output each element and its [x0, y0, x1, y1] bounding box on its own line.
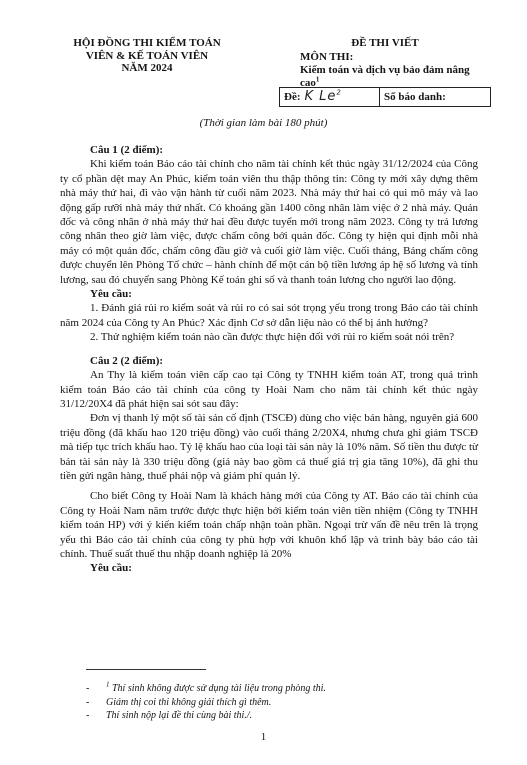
- council-line-2: VIÊN & KẾ TOÁN VIÊN: [85, 49, 209, 62]
- question-1-text: Khi kiểm toán Báo cáo tài chính cho năm tài chính kết thúc ngày 31/12/2024 của Công ty cổ phần dệt may An Phúc, kiểm toán viên thu thập thông tin: Công ty mới xây dựng thêm nhà máy thứ hai, đi vào vận hành từ cuối năm 2023. Nhà máy thứ hai có qui mô máy và lao động gấp rưỡi nhà máy thứ nhất. Có khoảng gần 1400 công nhân làm việc ở 2 nhà máy. Quản đốc và công nhân ở nhà máy thứ hai đều được tuyển mới trong năm 2023. Công ty trả lương công nhân theo giờ làm việc, được chấm công bởi quản đốc. Công ty hiện qui định mỗi nhà máy có một quản đốc, chấm công đầu giờ và cuối giờ làm việc. Cuối tháng, Bảng chấm công được chuyển lên Phòng Tổ chức – hành chính để một cán bộ tiền lương áp hệ số lương và tính lương, sau đó chuyển sang Phòng Kế toán ghi số và thanh toán lương cho người lao động.: [60, 158, 478, 286]
- footnote-item: - Thí sinh nộp lại đề thi cùng bài thi./.: [86, 710, 253, 721]
- council-line-1: HỘI ĐỒNG THI KIỂM TOÁN: [73, 37, 221, 49]
- exam-id-boxes: [279, 87, 491, 107]
- question-1-requirement-1: 1. Đánh giá rủi ro kiểm soát và rủi ro có sai sót trọng yếu trong trong Báo cáo tài chính năm 2024 của Công ty An Phúc? Xác định Cơ sở dẫn liệu nào có thể bị ảnh hưởng?: [60, 302, 478, 329]
- subject-label: MÔN THI:: [300, 50, 354, 63]
- candidate-number-box[interactable]: [379, 87, 491, 107]
- candidate-number-label: Số báo danh:: [384, 91, 446, 103]
- question-1-requirement-2: 2. Thử nghiệm kiểm toán nào cần được thực hiện đối với rủi ro kiểm soát nói trên?: [90, 331, 455, 344]
- exam-code-handwriting: K Le$^2$: [304, 88, 342, 104]
- subject-line: [300, 64, 470, 89]
- question-2-intro: An Thy là kiểm toán viên cấp cao tại Công ty TNHH kiểm toán AT, trong quá trình kiểm toán Báo cáo tài chính của công ty Hoài Nam cho năm tài chính kết thúc ngày 31/12/20X4 đã phát hiện sai sót sau đây:: [60, 369, 478, 410]
- exam-body: [60, 143, 478, 576]
- footnote-separator: [86, 669, 206, 670]
- subject-footnote-ref: 1: [315, 74, 320, 83]
- exam-code-label: Đề:: [284, 91, 301, 103]
- question-1-heading: Câu 1 (2 điểm):: [90, 144, 164, 156]
- council-line-3: NĂM 2024: [121, 62, 173, 74]
- exam-title: ĐỀ THI VIẾT: [351, 37, 419, 49]
- page-number: 1: [260, 731, 267, 743]
- footnote-item: - $^1$ Thí sinh không được sử dụng tài liệu trong phòng thi.: [86, 680, 326, 694]
- question-2-error: Đơn vị thanh lý một số tài sản cố định (TSCĐ) dùng cho việc bán hàng, nguyên giá 600 triệu đồng (đã khấu hao 120 triệu đồng) vào cuối tháng 2/20X4, nhưng chưa ghi giảm TSCĐ mà tiếp tục trích khấu hao. Tỷ lệ khấu hao của loại tài sản này là 10% năm. Số tiền thu được từ bán tài sản này là 330 triệu đồng (giá này bao gồm cả thuế giá trị gia tăng 10%), đã ghi thu tiền gửi ngân hàng, thuế phải nộp và giảm phí quản lý.: [60, 412, 478, 482]
- council-header: [48, 37, 246, 75]
- exam-code-box[interactable]: [279, 87, 379, 107]
- footnotes: [86, 682, 326, 723]
- subject-name: Kiểm toán và dịch vụ bảo đảm nâng cao: [300, 64, 470, 89]
- footnote-item: - Giám thị coi thi không giải thích gì thêm.: [86, 696, 272, 708]
- question-2-context: Cho biết Công ty Hoài Nam là khách hàng mới của Công ty AT. Báo cáo tài chính của Công ty Hoài Nam năm trước được thực hiện bởi kiểm toán viên tiền nhiệm (Công ty TNHH kiểm toán HP) với ý kiến kiểm toán chấp nhận toàn phần. Ngoại trừ vấn đề nêu trên là trọng yếu thì Báo cáo tài chính của công ty phù hợp với khuôn khổ lập và trình bày báo cáo tài chính. Thuế suất thuế thu nhập doanh nghiệp là 20%: [60, 490, 478, 560]
- time-note: (Thời gian làm bài 180 phút): [199, 117, 328, 129]
- exam-header: [300, 37, 470, 89]
- question-1-requirements-label: Yêu cầu:: [90, 288, 132, 301]
- question-2-heading: Câu 2 (2 điểm):: [90, 354, 164, 367]
- question-2-requirements-label: Yêu cầu:: [90, 562, 132, 575]
